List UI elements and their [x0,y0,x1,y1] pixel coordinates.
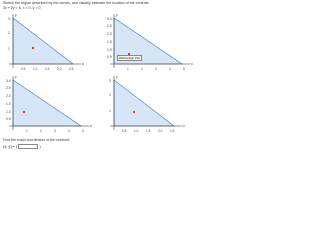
answer-row [3,144,41,149]
shaded-region [13,18,73,64]
shaded-region [114,80,174,126]
x-tick: 1.5 [146,129,151,133]
y-tick: 3.0 [6,79,11,83]
x-axis-label: x [191,61,193,66]
x-axis-label: x [82,61,84,66]
x-axis-label: x [183,123,185,128]
x-tick: 1 [127,67,129,71]
graph-bottom-left-svg [3,74,95,136]
x-tick: 3 [54,129,56,133]
y-tick: 2.5 [107,24,112,28]
prompt-text: Sketch the region described by the curves, and visually estimate the location of the centroid. [3,1,150,5]
graph-option-bottom-left[interactable] [3,74,95,136]
x-tick: 5 [183,67,185,71]
graph-top-right-svg [104,12,196,74]
y-tick: 2.0 [6,94,11,98]
x-tick: 0.5 [21,67,26,71]
centroid-point [23,111,25,113]
x-tick: 4 [169,67,171,71]
y-axis-label: y [15,74,17,79]
x-tick: 0.5 [122,129,127,133]
graph-option-top-right[interactable] [104,12,196,74]
centroid-point [32,47,34,49]
y-axis-label: y [116,12,118,17]
x-tick: 1.0 [33,67,38,71]
x-axis-label: x [90,123,92,128]
x-tick: 1.0 [134,129,139,133]
y-tick: 1 [109,109,111,113]
centroid-answer-input[interactable] [18,144,41,149]
y-tick: 1.5 [107,40,112,44]
x-tick: 1.5 [45,67,50,71]
y-tick: 3 [109,79,111,83]
problem-prompt [3,1,149,10]
x-tick: 5 [82,129,84,133]
graph-option-bottom-right[interactable] [104,74,196,136]
x-tick: 4 [68,129,70,133]
shaded-region [13,80,81,126]
y-tick: 0.5 [6,117,11,121]
x-tick: 2.0 [57,67,62,71]
y-tick: 1.5 [6,102,11,106]
y-axis-label: y [116,74,118,79]
y-tick: 2.5 [6,86,11,90]
y-tick: 1.0 [6,110,11,114]
y-tick: 3 [8,17,10,21]
x-tick: 2.5 [170,129,175,133]
graph-bottom-right-svg [104,74,196,136]
y-tick: 2.0 [107,32,112,36]
answer-suffix: ) [39,144,41,149]
y-tick: 2 [8,31,10,35]
y-axis-label: y [15,12,17,17]
y-tick: 1 [8,47,10,51]
y-tick: 1.0 [107,48,112,52]
x-tick: 1 [26,129,28,133]
y-tick: 0.5 [107,55,112,59]
answer-prefix: (x̄, ȳ) = ( [3,144,18,149]
y-tick: 3.0 [107,17,112,21]
graph-option-top-left[interactable] [3,12,95,74]
graph-top-left-svg [3,12,95,74]
x-tick: 2 [40,129,42,133]
equations-text: 3x + 2y = 6, x = 0, y = 0 [3,5,41,10]
x-tick: 2.5 [69,67,74,71]
y-tick: 2 [109,93,111,97]
centroid-point [133,111,135,113]
find-centroid-text: Find the exact coordinates of the centroid. [3,138,70,142]
x-tick: 3 [155,67,157,71]
x-tick: 2.0 [158,129,163,133]
webassign-plot-button[interactable]: WebAssign Plot [119,56,141,60]
x-tick: 2 [141,67,143,71]
